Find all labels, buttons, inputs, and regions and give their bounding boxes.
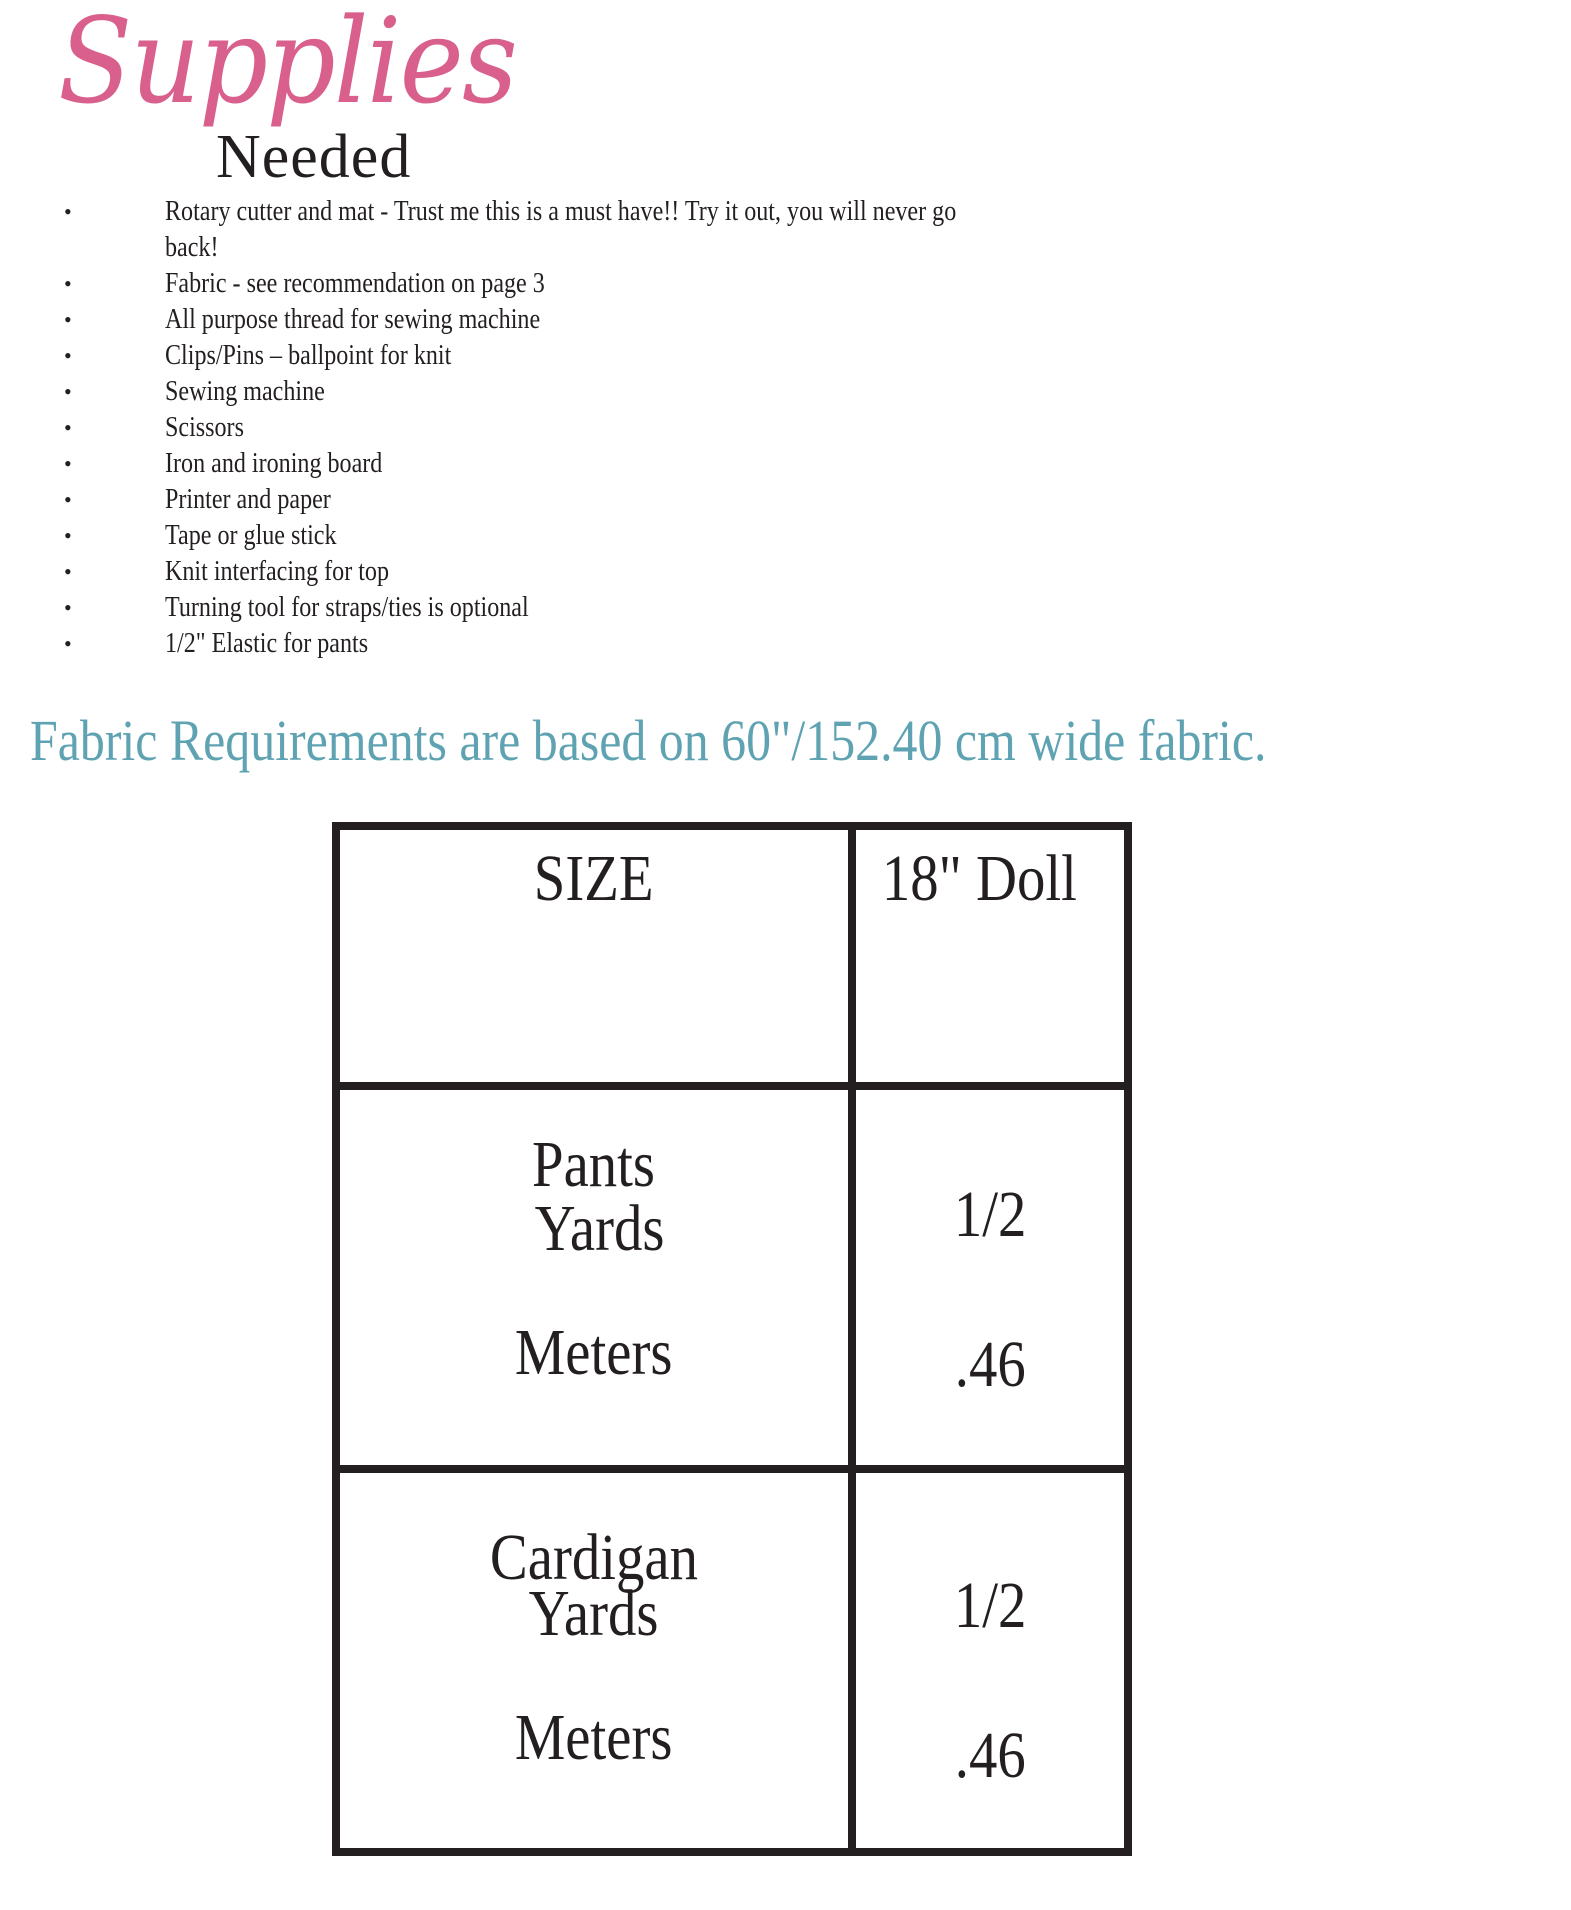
yards-value: 1/2	[953, 1178, 1027, 1251]
list-item	[0, 302, 1200, 338]
list-item	[0, 482, 1200, 518]
bullet-icon: •	[64, 307, 72, 332]
supply-text: Turning tool for straps/ties is optional	[165, 592, 529, 623]
supply-text: Iron and ironing board	[165, 448, 383, 479]
title-needed: Needed	[216, 123, 412, 191]
supply-text: Printer and paper	[165, 484, 331, 515]
list-item	[0, 626, 1200, 662]
value-cell	[852, 1086, 1128, 1469]
bullet-icon: •	[64, 523, 72, 548]
item-name: Pants	[532, 1128, 656, 1201]
table-row	[336, 1469, 1128, 1852]
meters-label: Meters	[514, 1701, 673, 1774]
item-cell	[336, 1086, 852, 1469]
list-item	[0, 266, 1200, 302]
item-name: Cardigan	[489, 1521, 698, 1594]
supply-text: 1/2" Elastic for pants	[165, 628, 369, 659]
fabric-requirements-table	[332, 822, 1132, 1856]
yards-label: Yards	[534, 1192, 665, 1265]
header-doll-label: 18" Doll	[882, 842, 1078, 915]
list-item	[0, 374, 1200, 410]
supply-text: Rotary cutter and mat - Trust me this is a must have!! Try it out, you will never go back!	[165, 196, 957, 263]
bullet-icon: •	[64, 451, 72, 476]
supply-text: Sewing machine	[165, 376, 325, 407]
supplies-list	[0, 194, 1200, 662]
list-item	[0, 554, 1200, 590]
supply-text: Knit interfacing for top	[165, 556, 390, 587]
supply-text: Tape or glue stick	[165, 520, 337, 551]
supply-text: Clips/Pins – ballpoint for knit	[165, 340, 452, 371]
table-header-row	[336, 826, 1128, 1086]
yards-label: Yards	[528, 1577, 659, 1650]
list-item	[0, 590, 1200, 626]
meters-value: .46	[954, 1328, 1026, 1401]
fabric-requirements-note: Fabric Requirements are based on 60"/152.40 cm wide fabric.	[30, 708, 1267, 773]
bullet-icon: •	[64, 595, 72, 620]
list-item	[0, 518, 1200, 554]
header-size	[336, 826, 852, 1086]
title-supplies: Supplies	[58, 0, 516, 130]
yards-value: 1/2	[953, 1569, 1027, 1642]
list-item	[0, 410, 1200, 446]
supply-text: All purpose thread for sewing machine	[165, 304, 541, 335]
bullet-icon: •	[64, 199, 72, 224]
value-cell	[852, 1469, 1128, 1852]
bullet-icon: •	[64, 631, 72, 656]
meters-label: Meters	[514, 1316, 673, 1389]
item-cell	[336, 1469, 852, 1852]
bullet-icon: •	[64, 559, 72, 584]
meters-value: .46	[954, 1719, 1026, 1792]
list-item	[0, 338, 1200, 374]
list-item	[0, 194, 1200, 266]
bullet-icon: •	[64, 415, 72, 440]
header-size-label: SIZE	[533, 842, 654, 915]
table-row	[336, 1086, 1128, 1469]
bullet-icon: •	[64, 487, 72, 512]
supply-text: Fabric - see recommendation on page 3	[165, 268, 545, 299]
bullet-icon: •	[64, 343, 72, 368]
supply-text: Scissors	[165, 412, 244, 443]
header-doll	[852, 826, 1128, 1086]
bullet-icon: •	[64, 271, 72, 296]
bullet-icon: •	[64, 379, 72, 404]
list-item	[0, 446, 1200, 482]
